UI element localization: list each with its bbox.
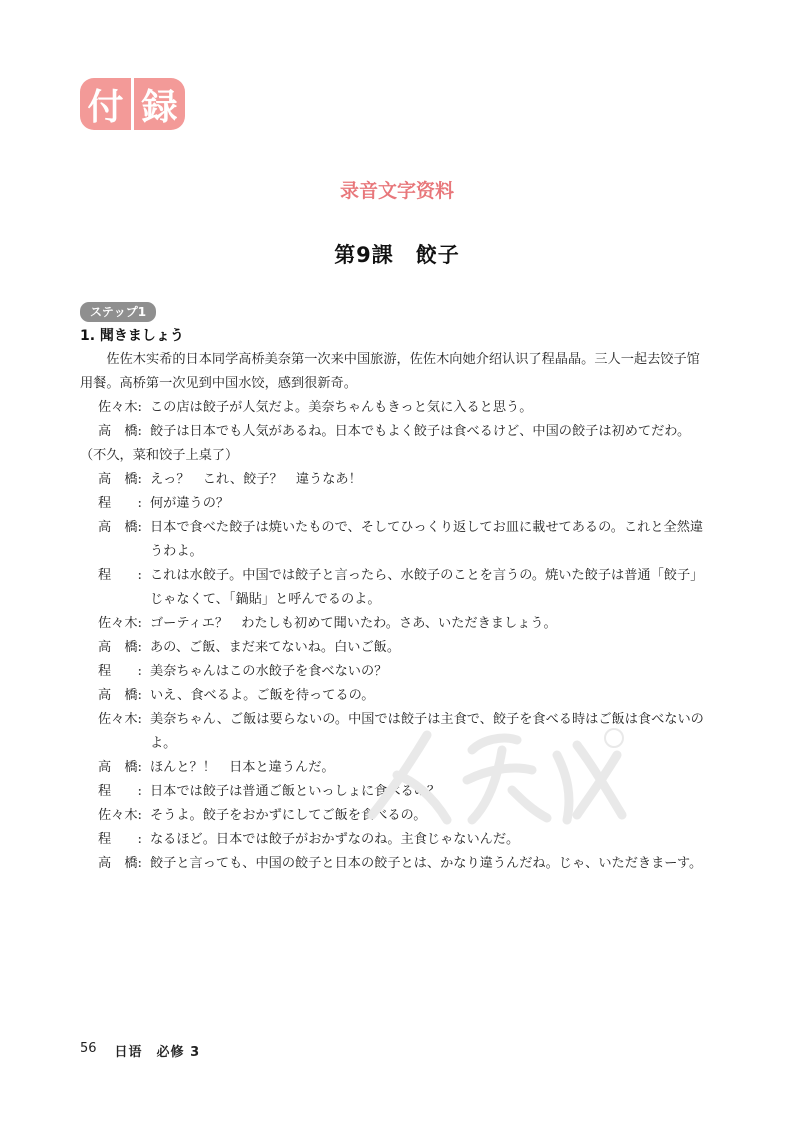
dialogue-text: この店は餃子が人気だよ。美奈ちゃんもきっと気に入ると思う。 <box>150 400 533 415</box>
dialogue-text: なるほど。日本では餃子がおかずなのね。主食じゃないんだ。 <box>150 832 520 847</box>
speaker-name: 程 : <box>98 664 147 679</box>
speaker-name: 程 : <box>98 784 147 799</box>
speaker-name: 高 橋: <box>98 856 147 871</box>
page-number: 56 <box>80 1041 97 1056</box>
dialogue-text: ほんと？！ 日本と違うんだ。 <box>150 760 335 775</box>
speaker-name: 高 橋: <box>98 520 147 535</box>
dialogue-text: 美奈ちゃんはこの水餃子を食べないの？ <box>150 664 388 679</box>
dialogue-line <box>80 612 710 636</box>
dialogue <box>80 396 710 876</box>
dialogue-line <box>80 660 710 684</box>
dialogue-text: あの、ご飯、まだ来てないね。白いご飯。 <box>150 640 401 655</box>
dialogue-line <box>80 420 710 444</box>
dialogue-text: 日本では餃子は普通ご飯といっしょに食べるの？ <box>150 784 441 799</box>
dialogue-text: 餃子と言っても、中国の餃子と日本の餃子とは、かなり違うんだね。じゃ、いただきまーす。 <box>150 856 703 871</box>
dialogue-line <box>80 492 710 516</box>
speaker-name: 佐々木: <box>98 400 147 415</box>
dialogue-text: そうよ。餃子をおかずにしてご飯を食べるの。 <box>150 808 427 823</box>
lesson-title: 第9課 餃子 <box>334 243 460 267</box>
speaker-name: 高 橋: <box>98 424 147 439</box>
dialogue-line <box>80 828 710 852</box>
appendix-char: 付 <box>80 78 131 130</box>
dialogue-text: 日本で食べた餃子は焼いたもので、そしてひっくり返してお皿に載せてあるの。これと全然違うわよ。 <box>150 520 704 559</box>
dialogue-line <box>80 852 710 876</box>
dialogue-line <box>80 804 710 828</box>
speaker-name: 佐々木: <box>98 808 147 823</box>
speaker-name: 高 橋: <box>98 640 147 655</box>
transcript <box>80 348 710 876</box>
intro-paragraph: 佐佐木实希的日本同学高桥美奈第一次来中国旅游，佐佐木向她介绍认识了程晶晶。三人一起去饺子馆用餐。高桥第一次见到中国水饺，感到很新奇。 <box>80 352 700 391</box>
dialogue-text: 何が違うの？ <box>150 496 230 511</box>
speaker-name: 程 : <box>98 832 147 847</box>
dialogue-text: これは水餃子。中国では餃子と言ったら、水餃子のことを言うの。焼いた餃子は普通「餃子」じゃなくて、「鍋貼」と呼んでるのよ。 <box>150 568 704 607</box>
speaker-name: 程 : <box>98 568 147 583</box>
dialogue-text: 美奈ちゃん、ご飯は要らないの。中国では餃子は主食で、餃子を食べる時はご飯は食べないのよ。 <box>150 712 704 751</box>
dialogue-line <box>80 396 710 420</box>
dialogue-line <box>80 756 710 780</box>
dialogue-line <box>80 564 710 612</box>
speaker-name: 程 : <box>98 496 147 511</box>
dialogue-line <box>80 516 710 564</box>
book-title: 日语 必修 3 <box>114 1045 201 1060</box>
appendix-char: 録 <box>134 78 185 130</box>
dialogue-line <box>80 780 710 804</box>
dialogue-line <box>80 468 710 492</box>
dialogue-text: いえ、食べるよ。ご飯を待ってるの。 <box>150 688 375 703</box>
dialogue-text: 餃子は日本でも人気があるね。日本でもよく餃子は食べるけど、中国の餃子は初めてだわ。 <box>150 424 691 439</box>
speaker-name: 高 橋: <box>98 472 147 487</box>
dialogue-text: ゴーティエ？ わたしも初めて聞いたわ。さあ、いただきましょう。 <box>150 616 557 631</box>
appendix-badge <box>80 78 185 130</box>
section-title: 录音文字资料 <box>339 180 454 202</box>
speaker-name: 佐々木: <box>98 616 147 631</box>
speaker-name: 高 橋: <box>98 688 147 703</box>
page-footer <box>80 1041 200 1060</box>
dialogue-line <box>80 636 710 660</box>
step-badge: ステップ1 <box>80 302 156 322</box>
dialogue-line <box>80 708 710 756</box>
dialogue-text: えっ？ これ、餃子？ 違うなあ！ <box>150 472 362 487</box>
subheading: 1. 聞きましょう <box>80 328 184 344</box>
dialogue-line <box>80 684 710 708</box>
speaker-name: 高 橋: <box>98 760 147 775</box>
speaker-name: 佐々木: <box>98 712 147 727</box>
stage-direction: （不久，菜和饺子上桌了） <box>80 448 239 463</box>
